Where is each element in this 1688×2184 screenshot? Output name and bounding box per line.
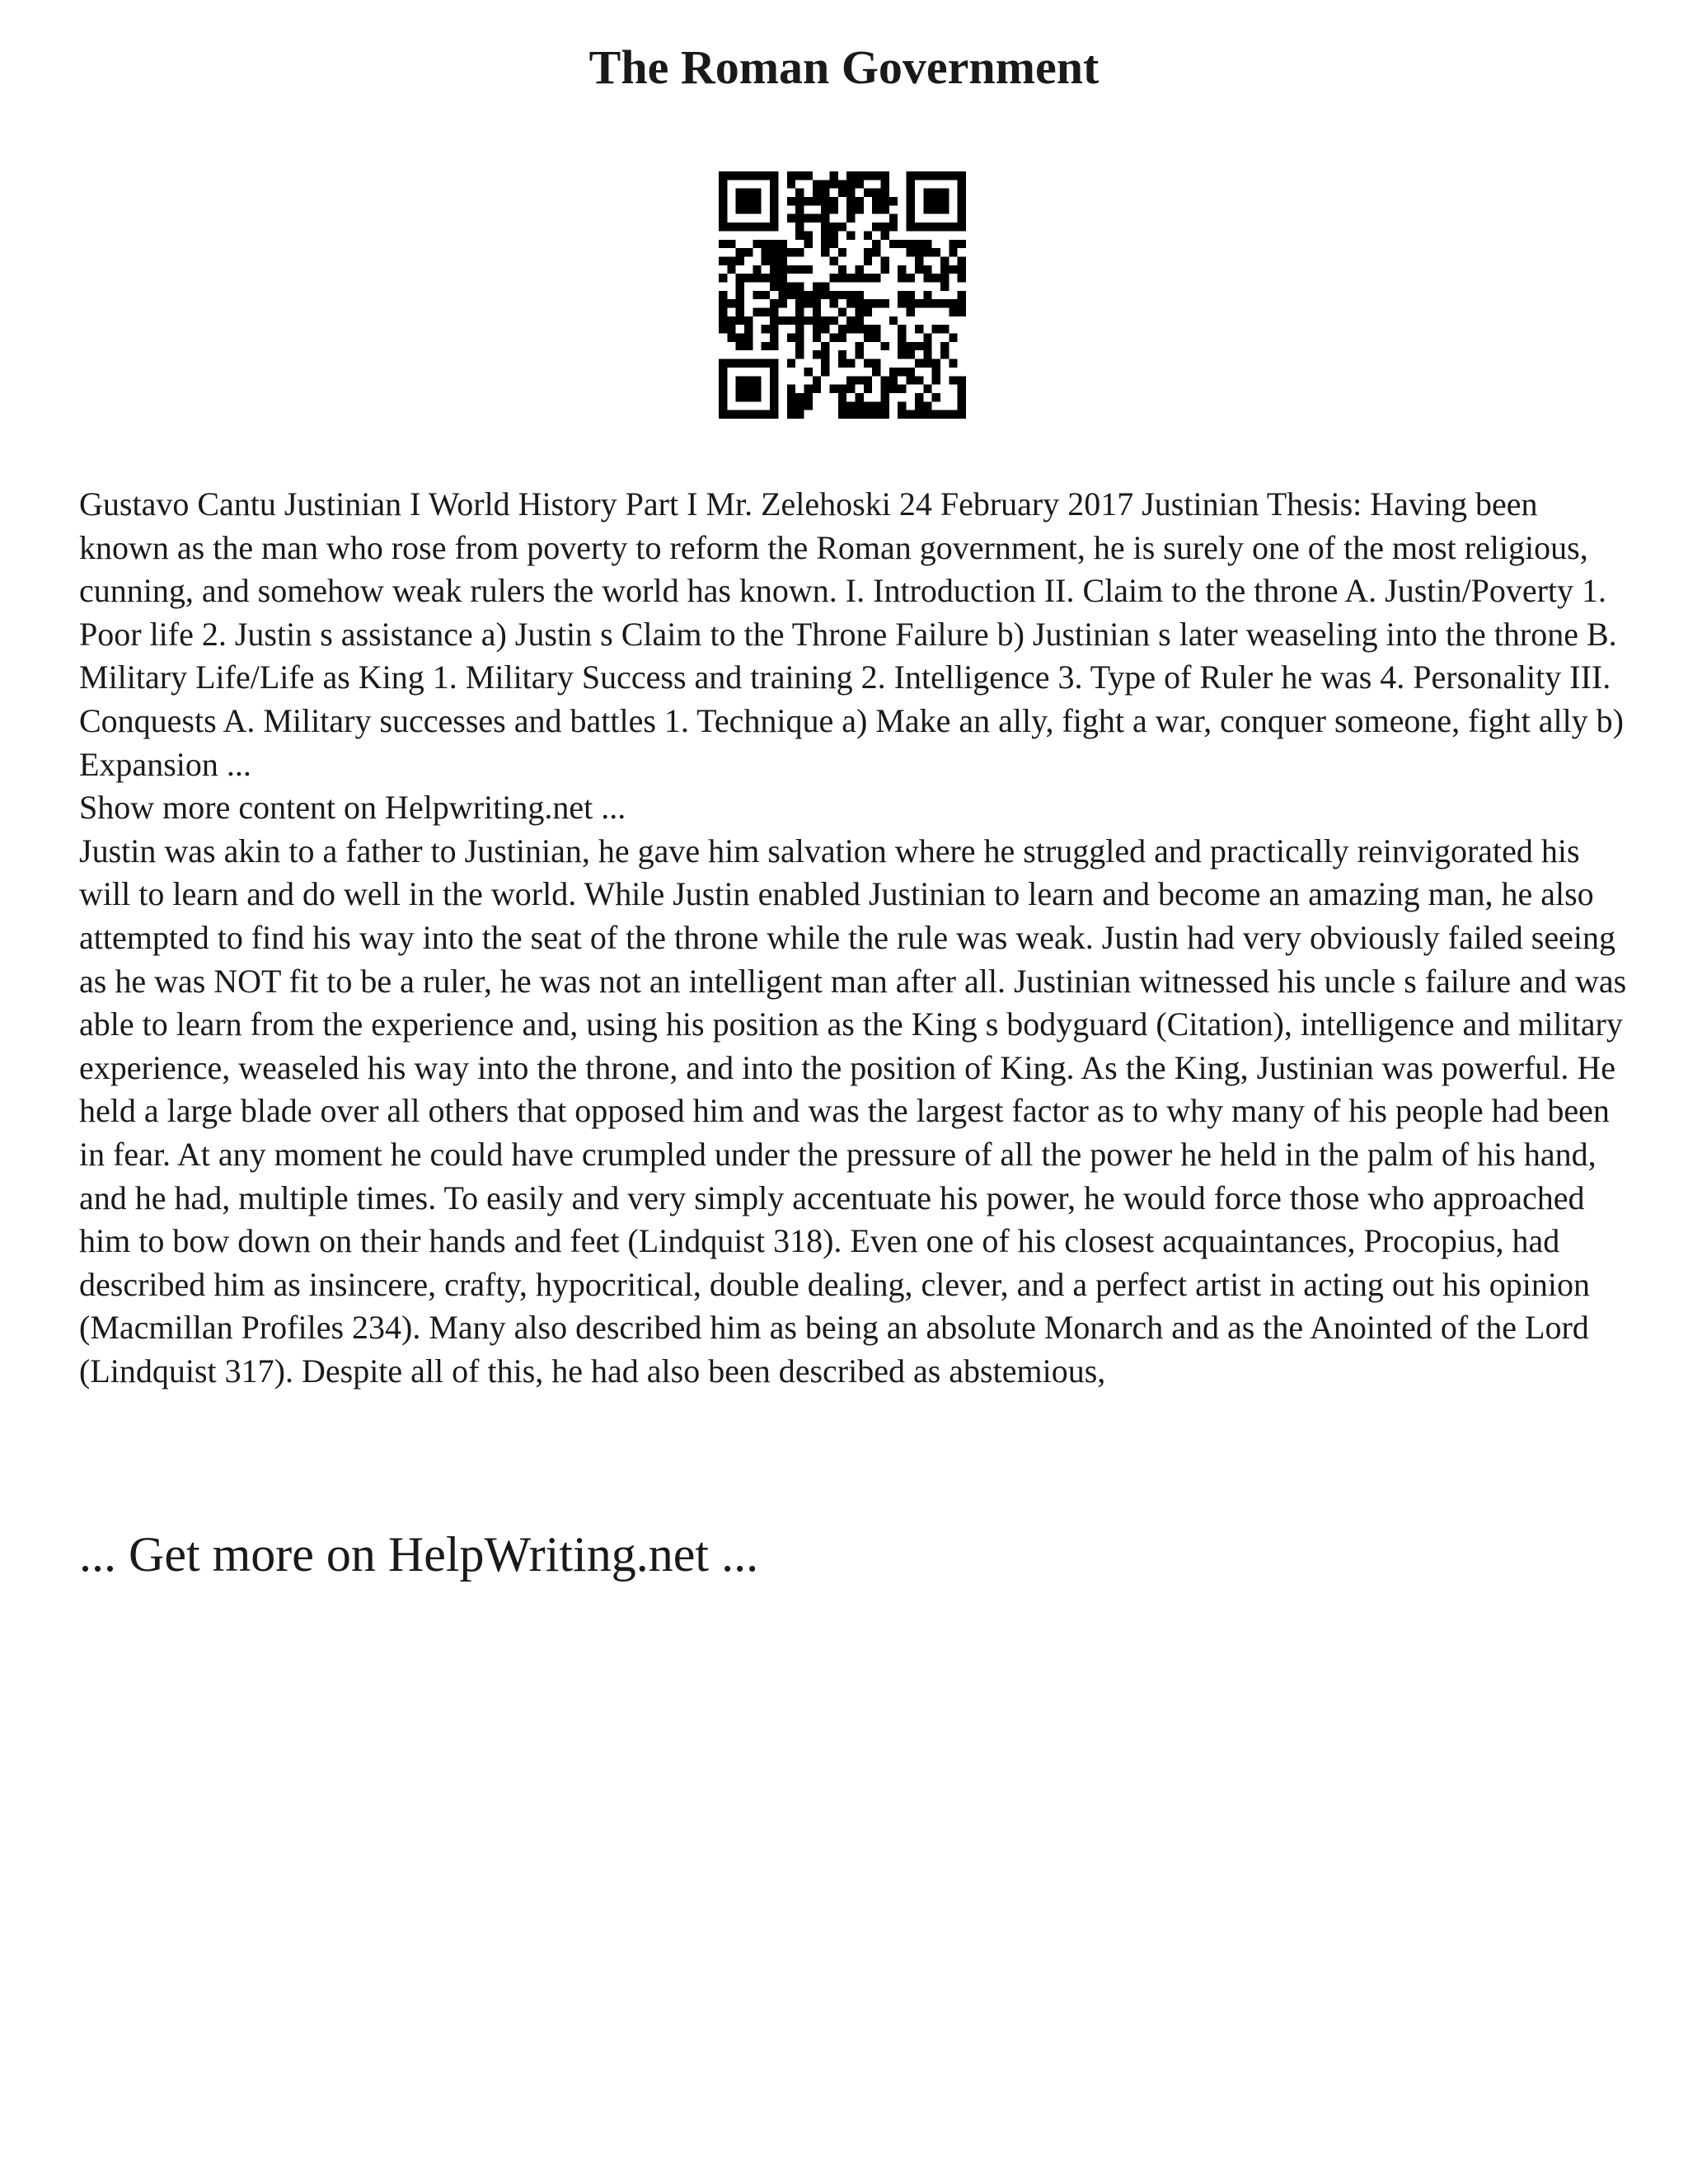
show-more-link[interactable]: Show more content on Helpwriting.net ... [79,789,626,827]
qr-code-graphic [719,171,966,419]
get-more-link[interactable]: ... Get more on HelpWriting.net ... [79,1527,759,1582]
document-body [79,483,1629,1393]
page-title: The Roman Government [588,40,1100,94]
qr-code[interactable] [719,171,966,419]
body-paragraph: Justin was akin to a father to Justinian, he gave him salvation where he struggled and practically reinvigorated his will to learn and do well in the world. While Justin enabled Justinian to learn and become an amazing man, he also attempted to find his way into the seat of the throne while the rule was weak. Justin had very obviously failed seeing as he was NOT fit to be a ruler, he was not an intelligent man after all. Justinian witnessed his uncle s failure and was able to learn from the experience and, using his position as the King s bodyguard (Citation), intelligence and military experience, weaseled his way into the throne, and into the position of King. As the King, Justinian was powerful. He held a large blade over all others that opposed him and was the largest factor as to why many of his people had been in fear. At any moment he could have crumpled under the pressure of all the power he held in the palm of his hand, and he had, multiple times. To easily and very simply accentuate his power, he would force those who approached him to bow down on their hands and feet (Lindquist 318). Even one of his closest acquaintances, Procopius, had described him as insincere, crafty, hypocritical, double dealing, clever, and a perfect artist in acting out his opinion (Macmillan Profiles 234). Many also described him as being an absolute Monarch and as the Anointed of the Lord (Lindquist 317). Despite all of this, he had also been described as abstemious, [79,832,1627,1390]
outline-paragraph: Gustavo Cantu Justinian I World History Part I Mr. Zelehoski 24 February 2017 Justinian Thesis: Having been known as the man who rose from poverty to reform the Roman government, he is surely one of the most religious, cunning, and somehow weak rulers the world has known. I. Introduction II. Claim to the throne A. Justin/Poverty 1. Poor life 2. Justin s assistance a) Justin s Claim to the Throne Failure b) Justinian s later weaseling into the throne B. Military Life/Life as King 1. Military Success and training 2. Intelligence 3. Type of Ruler he was 4. Personality III. Conquests A. Military successes and battles 1. Technique a) Make an ally, fight a war, conquer someone, fight ally b) Expansion ... [79,485,1625,783]
